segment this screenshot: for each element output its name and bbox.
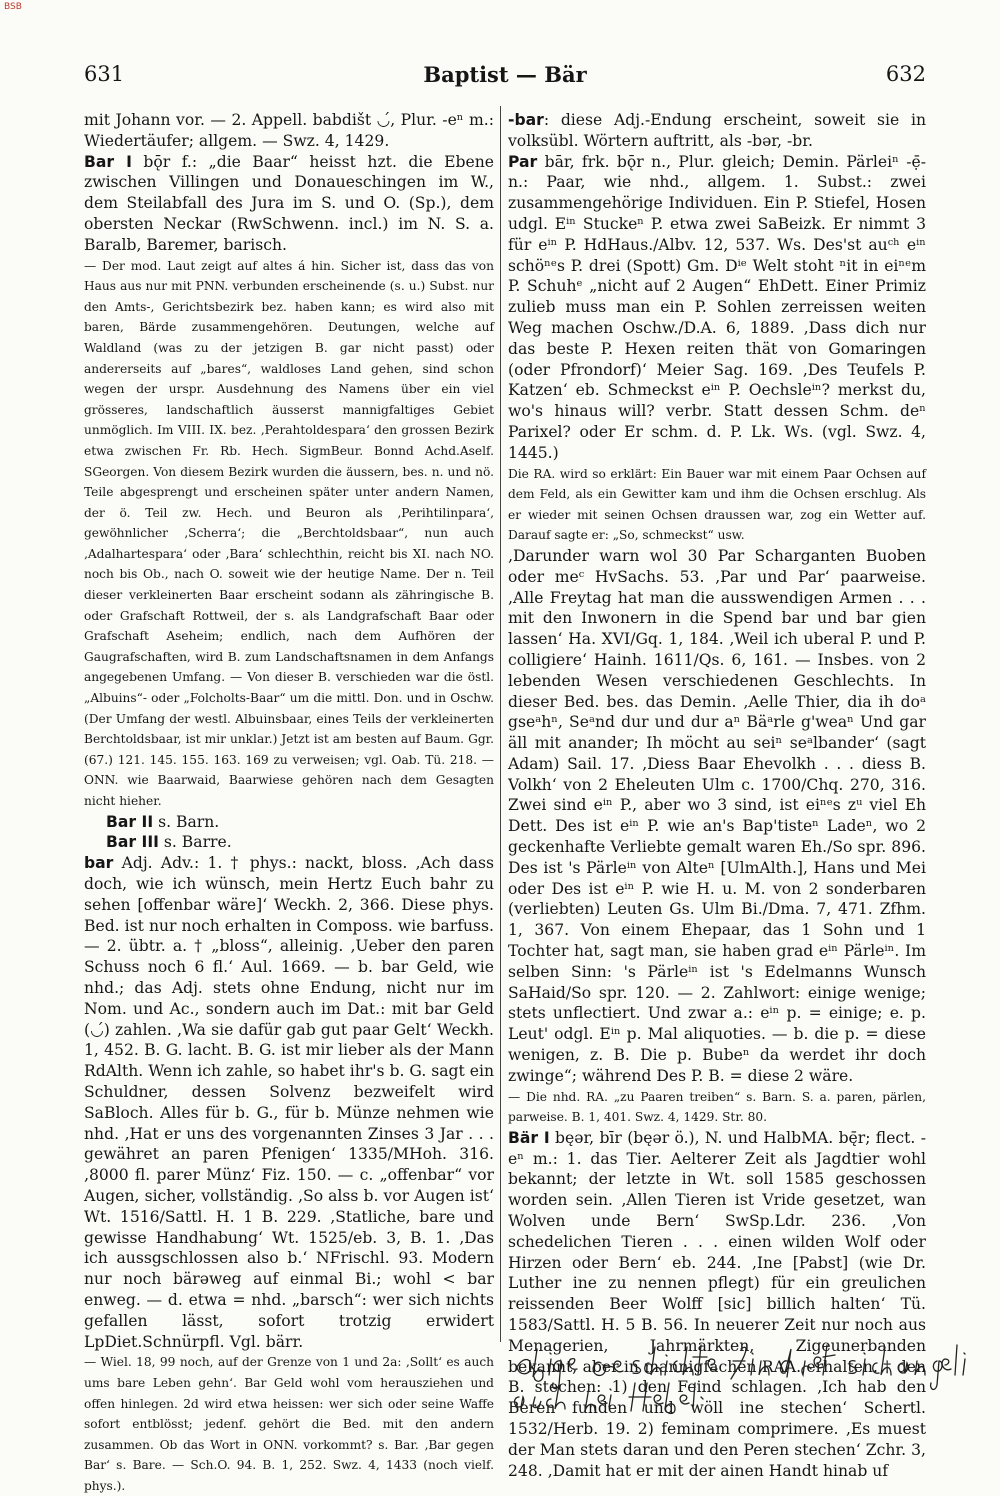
entry-text: mit Johann vor. — 2. Appell. babdišt ◡́, Plur. -eⁿ m.: Wiedertäufer; allgem. — Swz. 4, 1429. bbox=[84, 111, 494, 150]
running-header bbox=[84, 62, 926, 92]
right-column-paragraph bbox=[508, 546, 926, 1087]
handwritten-note bbox=[505, 1335, 975, 1415]
right-column-paragraph bbox=[508, 1087, 926, 1128]
entry-text: — Wiel. 18, 99 noch, auf der Grenze von 1 und 2a: ‚Sollt‘ es auch ums bare Leben gehn‘. Bar Geld wohl vom herausziehen und offen hinlegen. 2d wird etwa heissen: wer sich oder seine Waffe sofort entblösst; jedenf. gehört die Bed. mit den andern zusammen. Ob das Wort in ONN. vorkommt? s. Bar. ‚Bar gegen Bar‘ s. Bare. — Sch.O. 94. B. 1, 252. Swz. 4, 1433 (noch vielf. phys.). bbox=[84, 1355, 494, 1493]
page-title: Baptist — Bär bbox=[423, 62, 587, 87]
left-column-paragraph bbox=[84, 812, 494, 833]
page-number-right: 632 bbox=[885, 62, 926, 86]
entry-text: : diese Adj.-Endung erscheint, soweit sie in volksübl. Wörtern auftritt, als -bər, -br. bbox=[508, 111, 926, 150]
entry-text: — Die nhd. RA. „zu Paaren treiben“ s. Barn. S. a. paren, pärlen, parweise. B. 1, 401. Swz. 4, 1429. Str. 80. bbox=[508, 1089, 926, 1125]
entry-lemma: Par bbox=[508, 152, 538, 171]
entry-lemma: -bar bbox=[508, 111, 544, 129]
entry-lemma: Bar I bbox=[84, 152, 132, 171]
right-column-paragraph bbox=[508, 110, 926, 152]
entry-text: ‚Darunder warn wol 30 Par Scharganten Buoben oder meᶜ HvSachs. 53. ‚Par und Par‘ paarweise. ‚Alle Freytag hat man die ausswendigen Armen . . . mit den Inwonern in die Spend bar und bar gien lassen‘ Ha. XVI/Gq. 1, 184. ‚Weil ich uberal P. und P. colligiere‘ Hainh. 1611/Qs. 6, 161. — Insbes. von 2 lebenden Wesen verschiedenen Geschlechts. In dieser Bed. bes. das Demin. ‚Aelle Thier, dia ih doᵃ gseᵃhⁿ, Seᵃnd dur und dur aⁿ Bäᵃrle g'weaⁿ Und gar äll mit anander; Ih möcht au seiⁿ seᵃlbander‘ (sagt Adam) Sail. 17. ‚Diess Baar Ehevolkh . . . diess B. Volkh‘ von 2 Eheleuten Ulm c. 1700/Chq. 270, 316. Zwei sind eⁱⁿ P., aber wo 3 sind, ist eiⁿᵉs zᵘ viel Eh Dett. Des ist eⁱⁿ P. wie an's Bap'tisteⁿ Ladeⁿ, wo 2 geckenhafte Verliebte gemalt waren Eh./So spr. 896. Des ist 's Pärleⁱⁿ von Alteⁿ [UlmAlth.], Hans und Mei oder Des ist eⁱⁿ P. wie H. u. M. von 2 sonderbaren (verliebten) Leuten Gs. Ulm Bi./Dma. 7, 471. Zfhm. 1, 367. Von einem Ehepaar, das 1 Sohn und 1 Tochter hat, sagt man, sie haben grad eⁱⁿ Pärleⁱⁿ. Im selben Sinn: 's Pärleⁱⁿ ist 's Edelmanns Wunsch SaHaid/So spr. 120. — 2. Zahlwort: einige wenige; stets unflectiert. Und zwar a.: eⁱⁿ p. = einige; e. p. Leut' odgl. Eⁱⁿ p. Mal aliquoties. — b. die p. = diese wenigen, z. B. Die p. Bubeⁿ da werdet ihr doch zwinge“; während Des P. B. = diese 2 wäre. bbox=[508, 546, 926, 1085]
entry-text: Adj. Adv.: 1. † phys.: nackt, bloss. ‚Ach dass doch, wie ich wünsch, mein Hertz Euch bahr zu sehen [offenbar wäre]‘ Weckh. 2, 366. Diese phys. Bed. ist nur noch erhalten in Composs. wie barfuss. — 2. übtr. a. † „bloss“, alleinig. ‚Ueber den paren Schuss noch 6 fl.‘ Aul. 1669. — b. bar Geld, wie nhd.; das Adj. stets ohne Endung, nicht nur im Nom. und Ac., sondern auch im Dat.: mit bar Geld (◡́) zahlen. ‚Wa sie dafür gab gut paar Gelt‘ Weckh. 1, 452. B. G. lacht. B. G. ist mir lieber als der Mann RdAlth. Wenn ich zahle, so habet ihr's b. G. sagt ein Schuldner, dessen Solvenz bezweifelt wird SaBloch. Alles für b. G., für b. Münze nehmen wie nhd. ‚Hat er uns des vorgenannten Zinses 3 Jar . . . gewähret an paren Pfenigen‘ 1335/MHoh. 316. ‚8000 fl. parer Münz‘ Fiz. 150. — c. „offenbar“ vor Augen, sicher, vollständig. ‚So alss b. vor Augen ist‘ Wt. 1516/Sattl. H. 1 B. 229. ‚Statliche, bare und gewisse Handhabung‘ Wt. 1525/eb. 3, B. 1. ‚Das ich aussgschlossen also b.‘ NFrischl. 93. Modern nur noch bärəweg auf einmal Bi.; wohl < bar enweg. — d. etwa = nhd. „barsch“: wer sich nichts gefallen lässt, sofort trotzig erwidert LpDiet.Schnürpfl. Vgl. bärr. bbox=[84, 854, 494, 1351]
library-mark: BSB bbox=[4, 2, 22, 12]
entry-text: bār, frk. bǭr n., Plur. gleich; Demin. Pärleiⁿ -ẹ̄- n.: Paar, wie nhd., allgem. 1. Subst.: zwei zusammengehörige Individuen. Ein P. Stiefel, Hosen udgl. Eⁱⁿ Stuckeⁿ P. etwa zwei SaBeizk. Er nimmt 3 für eⁱⁿ P. HdHaus./Albv. 12, 537. Ws. Des'st auᶜʰ eⁱⁿ schöⁿᵉs P. drei (Spott) Gm. Dⁱᵉ Welt stoht ⁿit in eiⁿᵉm P. Schuhᵉ „nicht auf 2 Augen“ EhDett. Einer Primiz zulieb muss man ein P. Sohlen zerreissen weiten Weg machen Oschw./D.A. 6, 1889. ‚Dass dich nur das beste P. Hexen reiten thät von Gomaringen (oder Pfrondorf)‘ Meier Sag. 169. ‚Des Teufels P. Katzen‘ eb. Schmeckst eⁱⁿ P. Oechsleⁱⁿ? merkst du, wo's hinaus will? verbr. Statt dessen Schm. deⁿ Parixel? oder Er schm. d. P. Lk. Ws. (vgl. Swz. 4, 1445.) bbox=[508, 152, 926, 462]
entry-lemma: Bar III bbox=[106, 833, 159, 852]
page-number-left: 631 bbox=[84, 62, 125, 86]
right-column-paragraph bbox=[508, 1128, 926, 1482]
entry-text: s. Barre. bbox=[158, 833, 232, 852]
right-column-paragraph bbox=[508, 464, 926, 546]
entry-lemma: bar bbox=[84, 854, 114, 873]
column-divider bbox=[500, 106, 501, 1342]
entry-text: bęər, bīr (bęər ö.), N. und HalbMA. bę̄r; flect. -eⁿ m.: 1. das Tier. Aelterer Zeit als Jagdtier wohl bekannt; der letzte in Wt. soll 1585 geschossen worden sein. ‚Allen Tieren ist Vride gesetzet, wan Wolven unde Bern‘ SwSp.Ldr. 236. ‚Von schedelichen Tieren . . . einen wilden Wolf oder Hirzen oder Bern‘ eb. 244. ‚Ine [Pabst] (wie Dr. Luther ine zu nennen pflegt) für ein greulichen reissenden Beer Wolff [sic] billich halten‘ Tü. 1583/Sattl. H. 5 B. 56. In neuerer Zeit nur noch aus Menagerien, Jahrmärkten, Zigeunerbanden bekannt, aber in mannigfachen RAA. erhalten. † den B. stechen: 1) den Feind schlagen. ‚Ich hab den Beren funden und wöll ine stechen‘ Schertl. 1532/Herb. 19. 2) feminam comprimere. ‚Es muest der Man stets daran und den Peren stechen‘ Zchr. 3, 248. ‚Damit hat er mit der ainen Handt hinab uf bbox=[508, 1128, 926, 1480]
entry-text: Die RA. wird so erklärt: Ein Bauer war mit einem Paar Ochsen auf dem Feld, als ein Gewitter kam und ihm die Ochsen erschlug. Als er wieder mit seinen Ochsen draussen war, zog ein Wetter auf. Darauf sagte er: „So, schmeckst“ usw. bbox=[508, 466, 926, 543]
left-column-paragraph bbox=[84, 110, 494, 152]
left-column-paragraph bbox=[84, 853, 494, 1352]
right-column bbox=[508, 110, 926, 1480]
left-column bbox=[84, 110, 494, 1493]
right-column-paragraph bbox=[508, 152, 926, 464]
left-column-paragraph bbox=[84, 152, 494, 256]
left-column-paragraph bbox=[84, 1352, 494, 1496]
entry-text: s. Barn. bbox=[153, 812, 220, 831]
handwritten-note-drawing bbox=[505, 1335, 975, 1415]
left-column-paragraph bbox=[84, 832, 494, 853]
entry-text: bǭr f.: „die Baar“ heisst hzt. die Ebene zwischen Villingen und Donaueschingen im W., dem Steilabfall des Jura im S. und O. (Sp.), dem obersten Neckar (RwSchwenn. incl.) im N. S. a. Baralb, Baremer, barisch. bbox=[84, 152, 494, 254]
entry-lemma: Bär I bbox=[508, 1128, 550, 1147]
entry-lemma: Bar II bbox=[106, 812, 154, 831]
left-column-paragraph bbox=[84, 256, 494, 812]
entry-text: — Der mod. Laut zeigt auf altes á hin. Sicher ist, dass das von Haus aus nur mit PNN. verbunden erscheinende (s. u.) Subst. nur den Amts-, Gerichtsbezirk bez. haben kann; es wird also mit baren, Bärde zusammengehören. Deutungen, welche auf Waldland (was zu der jetzigen B. gar nicht passt) oder andererseits auf „bares“, waldloses Land gehen, sind schon wegen der urspr. Ausdehnung des Namens über ein viel grösseres, landschaftlich äusserst mannigfaltiges Gebiet unmöglich. Im VIII. IX. bez. ‚Perahtoldespara‘ den grossen Bezirk etwa zwischen Fr. Rb. Hech. SigmBeur. Bonnd Achd.Aself. SGeorgen. Von diesem Bezirk wurden die äussern, bes. n. und nö. Teile abgesprengt und erscheinen später unter andern Namen, der ö. Teil zw. Hech. und Beuron als ‚Perihtilinpara‘, gewöhnlicher ‚Scherra‘; die „Berchtoldsbaar“, nun auch ‚Adalhartespara‘ oder ‚Bara‘ schlechthin, reicht bis XI. nach NO. noch bis Ob., nach O. soweit wie der heutige Name. Der n. Teil dieser verkleinerten Baar erscheint sodann als zähringische B. oder Grafschaft Rottweil, der s. als Landgrafschaft Baar oder Grafschaft Aseheim; endlich, nach dem Aufhören der Gaugrafschaften, wird B. zum Landschaftsnamen in dem Anfangs angegebenen Umfang. — Von dieser B. verschieden war die östl. „Albuins“- oder „Folcholts-Baar“ um die mittl. Don. und in Oschw. (Der Umfang der westl. Albuinsbaar, eines Teils der verkleinerten Berchtoldsbaar, ist mir unklar.) Jetzt ist am besten auf Baum. Ggr. (67.) 121. 145. 155. 163. 169 zu verweisen; vgl. Oab. Tü. 218. — ONN. wie Baarwaid, Baarwiese gehören nach dem Gesagten nicht hieher. bbox=[84, 258, 494, 809]
